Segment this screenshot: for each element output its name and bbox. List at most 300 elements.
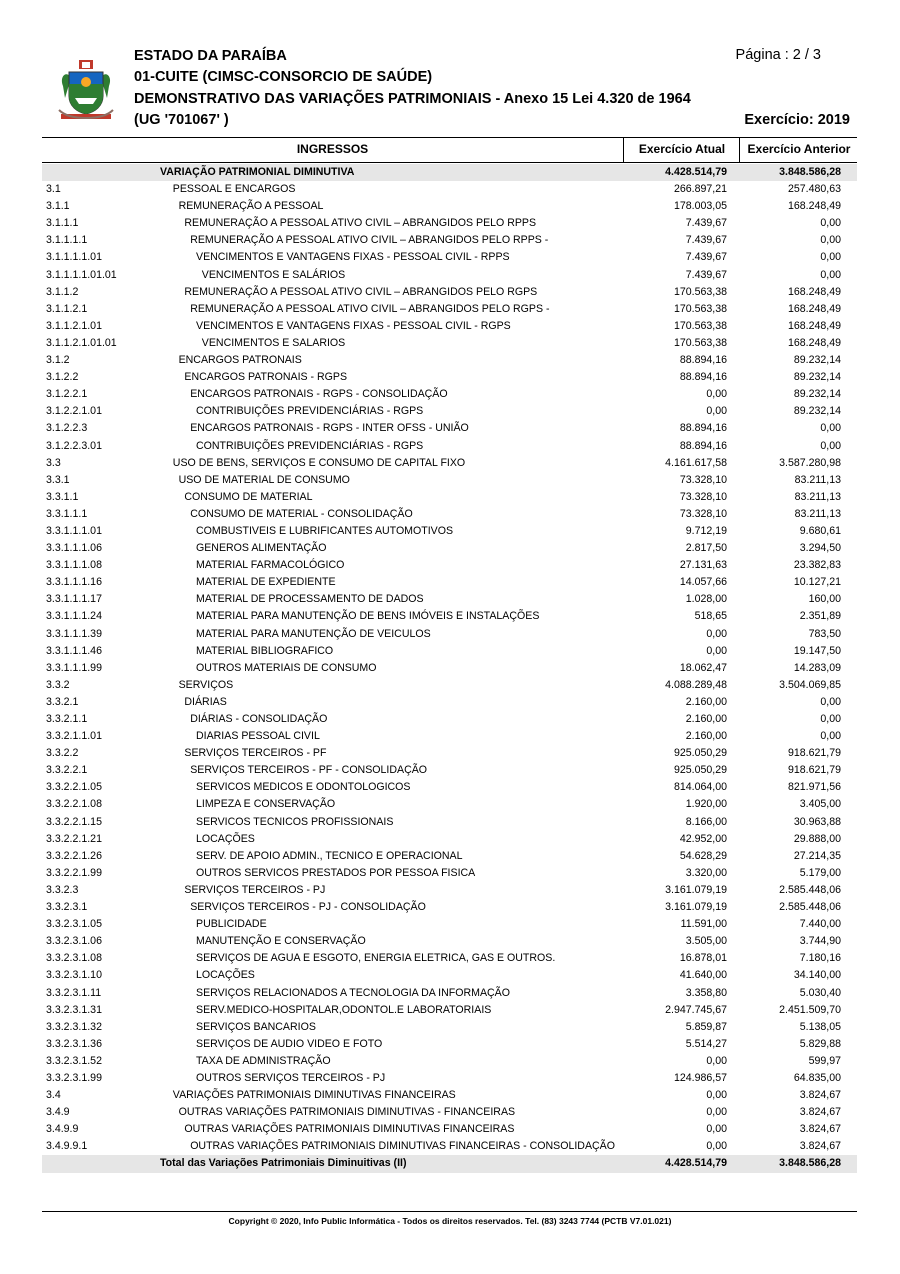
- table-row: [42, 762, 857, 779]
- value-exercicio-anterior: 0,00: [820, 713, 841, 725]
- account-description: VENCIMENTOS E VANTAGENS FIXAS - PESSOAL CIVIL - RPPS: [196, 251, 510, 264]
- account-code: 3.1.1.2.1.01: [46, 319, 102, 332]
- state-title: ESTADO DA PARAÍBA: [134, 48, 287, 64]
- value-exercicio-atual: 0,00: [706, 644, 727, 657]
- account-code: 3.3.2.2: [46, 747, 79, 760]
- value-exercicio-atual: 3.161.079,19: [665, 901, 727, 914]
- table-row: [42, 933, 857, 950]
- value-exercicio-anterior: 0,00: [820, 422, 841, 435]
- value-exercicio-atual: 170.563,38: [673, 302, 727, 315]
- variations-table: [42, 164, 857, 1173]
- value-exercicio-atual: 170.563,38: [673, 319, 727, 332]
- value-exercicio-atual: 0,00: [706, 1089, 727, 1102]
- value-exercicio-anterior: 918.621,79: [787, 747, 841, 760]
- table-row: [42, 1138, 857, 1155]
- table-row: [42, 1155, 857, 1172]
- value-exercicio-atual: 0,00: [706, 405, 727, 418]
- account-code: 3.3.1.1.1.99: [46, 661, 102, 674]
- account-description: ENCARGOS PATRONAIS - RGPS: [184, 371, 348, 384]
- table-row: [42, 848, 857, 865]
- account-code: 3.1.1.1.1.01.01: [46, 268, 117, 281]
- account-code: 3.1.1.1: [46, 217, 79, 230]
- account-description: SERVIÇOS BANCARIOS: [196, 1020, 316, 1033]
- value-exercicio-anterior: 5.179,00: [799, 866, 841, 879]
- table-row: [42, 643, 857, 660]
- account-code: 3.3.2.3.1.31: [46, 1003, 102, 1016]
- account-code: 3.1.1.1.1: [46, 234, 88, 247]
- value-exercicio-atual: 4.161.617,58: [665, 456, 727, 469]
- account-code: 3.3.2.2.1: [46, 764, 88, 777]
- value-exercicio-anterior: 3.848.586,28: [779, 166, 841, 178]
- table-row: [42, 796, 857, 813]
- account-description: ENCARGOS PATRONAIS - RGPS - INTER OFSS - UNIÃO: [190, 422, 469, 435]
- entity-title: 01-CUITE (CIMSC-CONSORCIO DE SAÚDE): [134, 69, 433, 85]
- account-code: 3.3.2.3.1.32: [46, 1020, 102, 1033]
- value-exercicio-anterior: 0,00: [820, 730, 841, 743]
- value-exercicio-anterior: 23.382,83: [793, 559, 841, 572]
- table-row: [42, 198, 857, 215]
- value-exercicio-atual: 0,00: [706, 1140, 727, 1153]
- column-header: [42, 137, 857, 163]
- value-exercicio-anterior: 14.283,09: [793, 661, 841, 674]
- account-description: TAXA DE ADMINISTRAÇÃO: [196, 1054, 331, 1067]
- value-exercicio-anterior: 0,00: [820, 251, 841, 264]
- account-description: LIMPEZA E CONSERVAÇÃO: [196, 798, 336, 811]
- value-exercicio-atual: 170.563,38: [673, 285, 727, 298]
- account-description: SERVIÇOS RELACIONADOS A TECNOLOGIA DA INFORMAÇÃO: [196, 986, 510, 999]
- value-exercicio-atual: 42.952,00: [679, 832, 727, 845]
- value-exercicio-atual: 41.640,00: [679, 969, 727, 982]
- account-description: VENCIMENTOS E VANTAGENS FIXAS - PESSOAL CIVIL - RGPS: [196, 319, 511, 332]
- account-description: REMUNERAÇÃO A PESSOAL ATIVO CIVIL – ABRANGIDOS PELO RGPS: [184, 285, 538, 298]
- account-description: SERVIÇOS: [178, 678, 234, 691]
- table-row: [42, 403, 857, 420]
- footer-divider: [42, 1211, 857, 1212]
- account-description: OUTRAS VARIAÇÕES PATRIMONIAIS DIMINUTIVAS - FINANCEIRAS: [178, 1106, 516, 1119]
- value-exercicio-anterior: 0,00: [820, 234, 841, 247]
- table-row: [42, 745, 857, 762]
- value-exercicio-atual: 16.878,01: [679, 952, 727, 965]
- table-row: [42, 369, 857, 386]
- value-exercicio-anterior: 30.963,88: [793, 815, 841, 828]
- value-exercicio-anterior: 918.621,79: [787, 764, 841, 777]
- account-description: OUTROS SERVIÇOS TERCEIROS - PJ: [196, 1071, 386, 1084]
- account-description: MANUTENÇÃO E CONSERVAÇÃO: [196, 935, 366, 948]
- account-description: VARIAÇÃO PATRIMONIAL DIMINUTIVA: [160, 166, 355, 178]
- value-exercicio-anterior: 168.248,49: [787, 336, 841, 349]
- account-description: CONTRIBUIÇÕES PREVIDENCIÁRIAS - RGPS: [196, 439, 424, 452]
- value-exercicio-atual: 5.514,27: [685, 1037, 727, 1050]
- account-description: CONSUMO DE MATERIAL: [184, 490, 313, 503]
- account-code: 3.3.2.3.1.06: [46, 935, 102, 948]
- account-code: 3.3.2.2.1.99: [46, 866, 102, 879]
- value-exercicio-atual: 2.160,00: [685, 695, 727, 708]
- value-exercicio-atual: 88.894,16: [679, 439, 727, 452]
- account-description: OUTRAS VARIAÇÕES PATRIMONIAIS DIMINUTIVAS FINANCEIRAS: [184, 1123, 515, 1136]
- value-exercicio-atual: 73.328,10: [679, 507, 727, 520]
- table-row: [42, 865, 857, 882]
- ug-code: (UG '701067' ): [134, 112, 229, 128]
- table-row: [42, 985, 857, 1002]
- value-exercicio-atual: 0,00: [706, 1106, 727, 1119]
- value-exercicio-atual: 7.439,67: [685, 251, 727, 264]
- account-code: 3.3.2.3: [46, 883, 79, 896]
- value-exercicio-anterior: 7.440,00: [799, 918, 841, 931]
- account-code: 3.3.1.1: [46, 490, 79, 503]
- table-row: [42, 1036, 857, 1053]
- value-exercicio-atual: 14.057,66: [679, 576, 727, 589]
- account-description: PUBLICIDADE: [196, 918, 267, 931]
- account-code: 3.1: [46, 183, 61, 196]
- value-exercicio-anterior: 89.232,14: [793, 405, 841, 418]
- table-row: [42, 950, 857, 967]
- table-row: [42, 779, 857, 796]
- value-exercicio-anterior: 3.824,67: [799, 1089, 841, 1102]
- table-row: [42, 284, 857, 301]
- account-description: LOCAÇÕES: [196, 832, 255, 845]
- table-row: [42, 1121, 857, 1138]
- value-exercicio-atual: 925.050,29: [673, 764, 727, 777]
- table-row: [42, 557, 857, 574]
- value-exercicio-anterior: 83.211,13: [794, 473, 841, 486]
- account-code: 3.3.2: [46, 678, 70, 691]
- value-exercicio-atual: 7.439,67: [685, 217, 727, 230]
- table-row: [42, 267, 857, 284]
- account-description: MATERIAL FARMACOLÓGICO: [196, 559, 345, 572]
- column-exercicio-atual: Exercício Atual: [623, 138, 740, 162]
- value-exercicio-atual: 5.859,87: [685, 1020, 727, 1033]
- table-row: [42, 1070, 857, 1087]
- account-code: 3.3.2.2.1.15: [46, 815, 102, 828]
- table-row: [42, 694, 857, 711]
- table-row: [42, 591, 857, 608]
- account-code: 3.3.1.1.1: [46, 507, 88, 520]
- account-code: 3.4: [46, 1089, 61, 1102]
- value-exercicio-anterior: 89.232,14: [793, 388, 841, 401]
- account-description: SERVIÇOS TERCEIROS - PJ - CONSOLIDAÇÃO: [190, 901, 426, 914]
- table-row: [42, 455, 857, 472]
- value-exercicio-anterior: 168.248,49: [787, 200, 841, 213]
- table-row: [42, 232, 857, 249]
- value-exercicio-atual: 518,65: [694, 610, 727, 623]
- account-description: SERVIÇOS DE AGUA E ESGOTO, ENERGIA ELETRICA, GAS E OUTROS.: [196, 952, 556, 965]
- table-row: [42, 540, 857, 557]
- account-code: 3.3.2.2.1.08: [46, 798, 102, 811]
- table-row: [42, 215, 857, 232]
- value-exercicio-anterior: 3.587.280,98: [779, 456, 841, 469]
- account-code: 3.3.1.1.1.24: [46, 610, 102, 623]
- account-description: OUTRAS VARIAÇÕES PATRIMONIAIS DIMINUTIVAS FINANCEIRAS - CONSOLIDAÇÃO: [190, 1140, 615, 1153]
- table-row: [42, 1002, 857, 1019]
- value-exercicio-anterior: 3.824,67: [799, 1140, 841, 1153]
- account-code: 3.1.1.1.1.01: [46, 251, 102, 264]
- account-description: MATERIAL PARA MANUTENÇÃO DE BENS IMÓVEIS E INSTALAÇÕES: [196, 610, 540, 623]
- value-exercicio-atual: 4.428.514,79: [665, 166, 727, 178]
- value-exercicio-atual: 1.028,00: [685, 593, 727, 606]
- value-exercicio-anterior: 10.127,21: [793, 576, 841, 589]
- value-exercicio-atual: 54.628,29: [679, 849, 727, 862]
- value-exercicio-anterior: 9.680,61: [799, 524, 841, 537]
- table-row: [42, 301, 857, 318]
- account-code: 3.3.2.2.1.21: [46, 832, 102, 845]
- table-row: [42, 814, 857, 831]
- table-row: [42, 967, 857, 984]
- account-description: USO DE MATERIAL DE CONSUMO: [178, 473, 350, 486]
- account-code: 3.3.1.1.1.16: [46, 576, 102, 589]
- account-code: 3.4.9.9.1: [46, 1140, 88, 1153]
- value-exercicio-anterior: 0,00: [820, 217, 841, 230]
- account-description: REMUNERAÇÃO A PESSOAL ATIVO CIVIL – ABRANGIDOS PELO RPPS -: [190, 234, 549, 247]
- table-row: [42, 899, 857, 916]
- account-description: Total das Variações Patrimoniais Diminuitivas (II): [160, 1157, 407, 1170]
- value-exercicio-anterior: 168.248,49: [787, 302, 841, 315]
- report-title: DEMONSTRATIVO DAS VARIAÇÕES PATRIMONIAIS - Anexo 15 Lei 4.320 de 1964: [134, 91, 691, 107]
- value-exercicio-atual: 4.428.514,79: [665, 1157, 727, 1170]
- table-row: [42, 181, 857, 198]
- value-exercicio-anterior: 89.232,14: [793, 354, 841, 367]
- account-code: 3.3.2.3.1.08: [46, 952, 102, 965]
- account-code: 3.1.2.2: [46, 371, 79, 384]
- value-exercicio-anterior: 89.232,14: [793, 371, 841, 384]
- account-description: REMUNERAÇÃO A PESSOAL ATIVO CIVIL – ABRANGIDOS PELO RGPS -: [190, 302, 550, 315]
- value-exercicio-atual: 7.439,67: [685, 234, 727, 247]
- account-description: DIÁRIAS - CONSOLIDAÇÃO: [190, 713, 328, 725]
- value-exercicio-anterior: 64.835,00: [793, 1071, 841, 1084]
- account-code: 3.3.2.3.1.05: [46, 918, 102, 931]
- table-row: [42, 660, 857, 677]
- value-exercicio-anterior: 29.888,00: [793, 832, 841, 845]
- value-exercicio-atual: 9.712,19: [685, 524, 727, 537]
- account-code: 3.4.9: [46, 1106, 70, 1119]
- account-description: DIARIAS PESSOAL CIVIL: [196, 730, 320, 743]
- account-code: 3.1.1.2.1: [46, 302, 88, 315]
- table-row: [42, 318, 857, 335]
- account-description: VARIAÇÕES PATRIMONIAIS DIMINUTIVAS FINANCEIRAS: [172, 1089, 456, 1102]
- value-exercicio-atual: 18.062,47: [679, 661, 727, 674]
- exercise-year: Exercício: 2019: [744, 112, 850, 128]
- value-exercicio-atual: 1.920,00: [685, 798, 727, 811]
- value-exercicio-atual: 2.160,00: [685, 713, 727, 725]
- account-description: MATERIAL PARA MANUTENÇÃO DE VEICULOS: [196, 627, 431, 640]
- account-description: CONTRIBUIÇÕES PREVIDENCIÁRIAS - RGPS: [196, 405, 424, 418]
- value-exercicio-anterior: 2.585.448,06: [779, 883, 841, 896]
- account-description: CONSUMO DE MATERIAL - CONSOLIDAÇÃO: [190, 507, 413, 520]
- account-code: 3.1.1.2: [46, 285, 79, 298]
- table-row: [42, 386, 857, 403]
- value-exercicio-anterior: 2.351,89: [799, 610, 841, 623]
- account-description: USO DE BENS, SERVIÇOS E CONSUMO DE CAPITAL FIXO: [172, 456, 466, 469]
- value-exercicio-anterior: 168.248,49: [787, 285, 841, 298]
- value-exercicio-atual: 2.947.745,67: [665, 1003, 727, 1016]
- account-description: REMUNERAÇÃO A PESSOAL: [178, 200, 324, 213]
- value-exercicio-atual: 88.894,16: [679, 354, 727, 367]
- value-exercicio-atual: 11.591,00: [680, 918, 727, 931]
- account-code: 3.1.2.2.3.01: [46, 439, 102, 452]
- copyright: Copyright © 2020, Info Public Informática - Todos os direitos reservados. Tel. (83) 3243 7744 (PCTB V7.01.021): [228, 1216, 672, 1226]
- value-exercicio-anterior: 168.248,49: [787, 319, 841, 332]
- account-code: 3.3.1.1.1.08: [46, 559, 102, 572]
- value-exercicio-atual: 0,00: [706, 627, 727, 640]
- value-exercicio-anterior: 0,00: [820, 439, 841, 452]
- value-exercicio-atual: 3.320,00: [685, 866, 727, 879]
- value-exercicio-anterior: 3.405,00: [799, 798, 841, 811]
- account-description: SERVICOS TECNICOS PROFISSIONAIS: [196, 815, 394, 828]
- value-exercicio-atual: 266.897,21: [673, 183, 727, 196]
- account-description: SERV. DE APOIO ADMIN., TECNICO E OPERACIONAL: [196, 849, 463, 862]
- account-code: 3.3.2.3.1.52: [46, 1054, 102, 1067]
- value-exercicio-anterior: 3.824,67: [799, 1106, 841, 1119]
- value-exercicio-anterior: 83.211,13: [794, 507, 841, 520]
- account-description: SERVIÇOS DE AUDIO VIDEO E FOTO: [196, 1037, 383, 1050]
- account-description: SERVICOS MEDICOS E ODONTOLOGICOS: [196, 781, 411, 794]
- value-exercicio-atual: 2.160,00: [685, 730, 727, 743]
- table-row: [42, 472, 857, 489]
- account-description: OUTROS SERVICOS PRESTADOS POR PESSOA FISICA: [196, 866, 476, 879]
- account-description: ENCARGOS PATRONAIS - RGPS - CONSOLIDAÇÃO: [190, 388, 448, 401]
- value-exercicio-atual: 8.166,00: [685, 815, 727, 828]
- table-row: [42, 352, 857, 369]
- account-code: 3.3.1.1.1.01: [46, 524, 102, 537]
- table-row: [42, 882, 857, 899]
- value-exercicio-atual: 27.131,63: [679, 559, 727, 572]
- table-row: [42, 1104, 857, 1121]
- table-row: [42, 608, 857, 625]
- table-row: [42, 164, 857, 181]
- account-description: VENCIMENTOS E SALARIOS: [201, 336, 346, 349]
- account-description: GENEROS ALIMENTAÇÃO: [196, 542, 327, 555]
- account-description: REMUNERAÇÃO A PESSOAL ATIVO CIVIL – ABRANGIDOS PELO RPPS: [184, 217, 537, 230]
- account-description: SERVIÇOS TERCEIROS - PF - CONSOLIDAÇÃO: [190, 764, 428, 777]
- value-exercicio-anterior: 783,50: [808, 627, 841, 640]
- account-description: OUTROS MATERIAIS DE CONSUMO: [196, 661, 377, 674]
- account-description: MATERIAL DE EXPEDIENTE: [196, 576, 336, 589]
- account-description: SERVIÇOS TERCEIROS - PF: [184, 747, 327, 760]
- account-code: 3.3.2.3.1.36: [46, 1037, 102, 1050]
- account-code: 3.1.2.2.1.01: [46, 405, 102, 418]
- table-row: [42, 916, 857, 933]
- value-exercicio-atual: 3.161.079,19: [665, 883, 727, 896]
- table-row: [42, 1053, 857, 1070]
- account-description: SERV.MEDICO-HOSPITALAR,ODONTOL.E LABORATORIAIS: [196, 1003, 492, 1016]
- value-exercicio-atual: 925.050,29: [673, 747, 727, 760]
- account-description: ENCARGOS PATRONAIS: [178, 354, 302, 367]
- account-code: 3.3.2.1.1: [46, 713, 88, 725]
- account-code: 3.3.1: [46, 473, 70, 486]
- value-exercicio-atual: 88.894,16: [679, 422, 727, 435]
- account-description: COMBUSTIVEIS E LUBRIFICANTES AUTOMOTIVOS: [196, 524, 454, 537]
- table-row: [42, 711, 857, 728]
- value-exercicio-atual: 0,00: [706, 1054, 727, 1067]
- value-exercicio-anterior: 83.211,13: [794, 490, 841, 503]
- account-code: 3.3.2.1.1.01: [46, 730, 102, 743]
- table-row: [42, 831, 857, 848]
- account-code: 3.3.2.3.1.99: [46, 1071, 102, 1084]
- account-code: 3.3.2.3.1: [46, 901, 88, 914]
- account-code: 3.3.2.2.1.26: [46, 849, 102, 862]
- page-number: Página : 2 / 3: [735, 47, 821, 63]
- value-exercicio-atual: 7.439,67: [685, 268, 727, 281]
- report-header: [0, 0, 900, 135]
- table-row: [42, 249, 857, 266]
- account-code: 3.3.1.1.1.46: [46, 644, 102, 657]
- account-code: 3.1.2.2.1: [46, 388, 88, 401]
- account-description: PESSOAL E ENCARGOS: [172, 183, 296, 196]
- table-row: [42, 728, 857, 745]
- account-code: 3.3.1.1.1.06: [46, 542, 102, 555]
- value-exercicio-anterior: 5.030,40: [799, 986, 841, 999]
- account-description: LOCAÇÕES: [196, 969, 255, 982]
- table-row: [42, 438, 857, 455]
- value-exercicio-anterior: 2.451.509,70: [779, 1003, 841, 1016]
- value-exercicio-anterior: 3.824,67: [799, 1123, 841, 1136]
- table-row: [42, 489, 857, 506]
- value-exercicio-anterior: 3.294,50: [799, 542, 841, 555]
- value-exercicio-anterior: 3.504.069,85: [779, 678, 841, 691]
- value-exercicio-atual: 124.986,57: [673, 1071, 727, 1084]
- value-exercicio-anterior: 821.971,56: [787, 781, 841, 794]
- account-code: 3.3.2.3.1.10: [46, 969, 102, 982]
- column-ingressos: INGRESSOS: [296, 142, 369, 156]
- account-code: 3.1.2: [46, 354, 70, 367]
- account-code: 3.3: [46, 456, 61, 469]
- value-exercicio-atual: 3.505,00: [685, 935, 727, 948]
- account-code: 3.1.1.2.1.01.01: [46, 336, 117, 349]
- value-exercicio-atual: 73.328,10: [679, 490, 727, 503]
- value-exercicio-atual: 4.088.289,48: [665, 678, 727, 691]
- value-exercicio-anterior: 5.829,88: [799, 1037, 841, 1050]
- account-description: DIÁRIAS: [184, 695, 227, 708]
- table-row: [42, 626, 857, 643]
- value-exercicio-anterior: 3.744,90: [799, 935, 841, 948]
- value-exercicio-anterior: 34.140,00: [793, 969, 841, 982]
- value-exercicio-atual: 3.358,80: [685, 986, 727, 999]
- value-exercicio-anterior: 5.138,05: [799, 1020, 841, 1033]
- table-row: [42, 506, 857, 523]
- value-exercicio-anterior: 3.848.586,28: [779, 1157, 841, 1170]
- account-description: VENCIMENTOS E SALÁRIOS: [201, 268, 346, 281]
- value-exercicio-atual: 814.064,00: [673, 781, 727, 794]
- value-exercicio-atual: 0,00: [706, 388, 727, 401]
- value-exercicio-atual: 2.817,50: [685, 542, 727, 555]
- value-exercicio-atual: 178.003,05: [673, 200, 727, 213]
- value-exercicio-anterior: 19.147,50: [793, 644, 841, 657]
- table-row: [42, 335, 857, 352]
- value-exercicio-anterior: 599,97: [808, 1054, 841, 1067]
- value-exercicio-atual: 73.328,10: [679, 473, 727, 486]
- account-code: 3.3.1.1.1.39: [46, 627, 102, 640]
- table-row: [42, 1087, 857, 1104]
- account-code: 3.3.2.2.1.05: [46, 781, 102, 794]
- table-row: [42, 523, 857, 540]
- value-exercicio-anterior: 0,00: [820, 268, 841, 281]
- account-code: 3.4.9.9: [46, 1123, 79, 1136]
- account-code: 3.3.1.1.1.17: [46, 593, 102, 606]
- coat-of-arms-icon: [55, 58, 117, 122]
- value-exercicio-anterior: 160,00: [808, 593, 841, 606]
- value-exercicio-anterior: 27.214,35: [793, 849, 841, 862]
- value-exercicio-anterior: 257.480,63: [787, 183, 841, 196]
- account-description: MATERIAL BIBLIOGRAFICO: [196, 644, 334, 657]
- account-code: 3.1.1: [46, 200, 70, 213]
- value-exercicio-anterior: 2.585.448,06: [779, 901, 841, 914]
- account-description: SERVIÇOS TERCEIROS - PJ: [184, 883, 326, 896]
- column-exercicio-anterior: Exercício Anterior: [739, 138, 858, 162]
- account-code: 3.3.2.1: [46, 695, 79, 708]
- account-description: MATERIAL DE PROCESSAMENTO DE DADOS: [196, 593, 424, 606]
- value-exercicio-atual: 88.894,16: [679, 371, 727, 384]
- account-code: 3.1.2.2.3: [46, 422, 88, 435]
- value-exercicio-atual: 170.563,38: [673, 336, 727, 349]
